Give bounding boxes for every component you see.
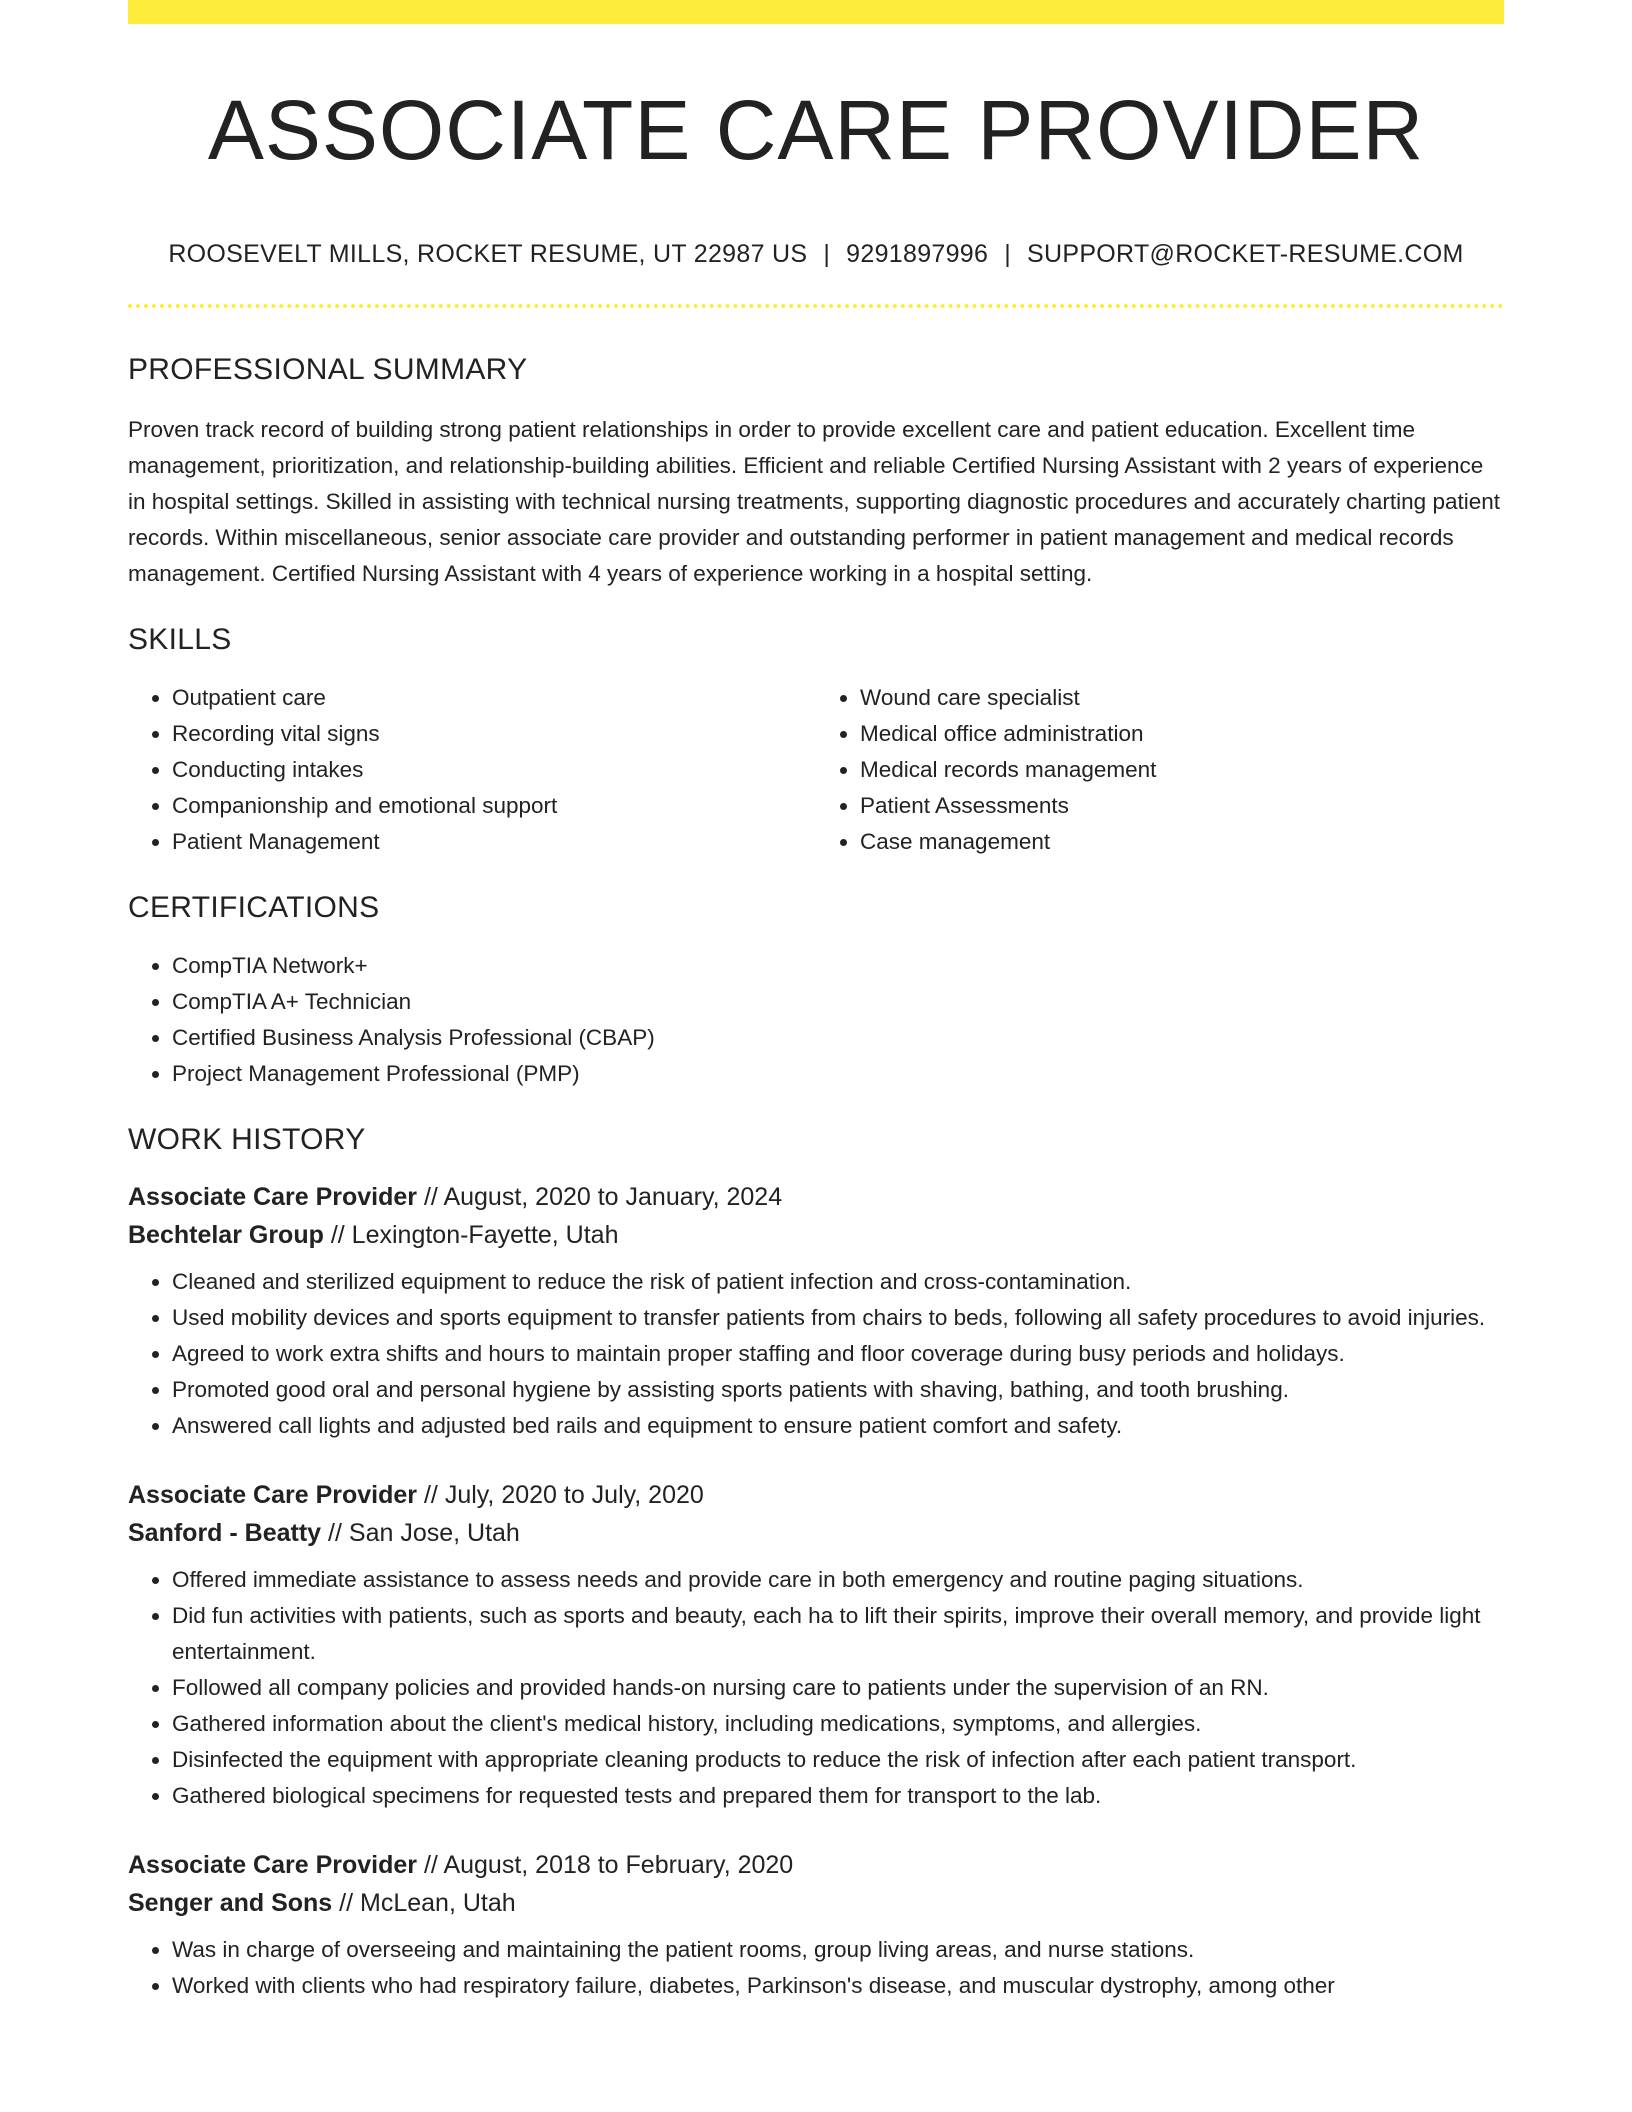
work-history-heading: WORK HISTORY (128, 1123, 366, 1156)
job-dates: August, 2018 to February, 2020 (443, 1851, 794, 1879)
job-entry (128, 1178, 1504, 1444)
job-bullet: • Followed all company policies and provided hands-on nursing care to patients under the supervision of an RN. (172, 1670, 1504, 1706)
skill-item: • Case management (860, 824, 1504, 860)
certifications-list (128, 948, 1504, 1092)
job-title: Associate Care Provider (128, 1183, 418, 1211)
contact-address: ROOSEVELT MILLS, ROCKET RESUME, UT 22987 US (168, 240, 808, 268)
resume-content (128, 0, 1504, 2004)
job-bullet: • Offered immediate assistance to assess needs and provide care in both emergency and routine paging situations. (172, 1562, 1504, 1598)
summary-text: Proven track record of building strong patient relationships in order to provide excellent care and patient education. Excellent time management, prioritization, and relationship-building abilities. Efficient and reliable Certified Nursing Assistant with 2 years of experience in hospital settings. Skilled in assisting with technical nursing treatments, supporting diagnostic procedures and accurately charting patient records. Within miscellaneous, senior associate care provider and outstanding performer in patient management and medical records management. Certified Nursing Assistant with 4 years of experience working in a hospital setting. (128, 417, 1501, 586)
skill-item: • Wound care specialist (860, 680, 1504, 716)
job-title-line (128, 1846, 1504, 1884)
skill-item: • Recording vital signs (172, 716, 816, 752)
skill-item: • Medical office administration (860, 716, 1504, 752)
contact-email: SUPPORT@ROCKET-RESUME.COM (1027, 240, 1464, 268)
job-bullet: • Disinfected the equipment with appropriate cleaning products to reduce the risk of infection after each patient transport. (172, 1742, 1504, 1778)
job-company: Sanford - Beatty (128, 1519, 322, 1547)
job-separator: // (417, 1481, 445, 1509)
job-separator: // (321, 1519, 349, 1547)
job-location: San Jose, Utah (348, 1519, 520, 1547)
certification-item: • Certified Business Analysis Professional (CBAP) (172, 1020, 1504, 1056)
job-title-line (128, 1476, 1504, 1514)
job-company: Bechtelar Group (128, 1221, 324, 1249)
job-dates: July, 2020 to July, 2020 (444, 1481, 704, 1509)
skills-heading: SKILLS (128, 623, 232, 656)
skill-item: • Patient Assessments (860, 788, 1504, 824)
job-separator: // (417, 1183, 444, 1211)
job-company-line (128, 1884, 1504, 1922)
job-title: Associate Care Provider (128, 1851, 418, 1879)
certification-item: • CompTIA A+ Technician (172, 984, 1504, 1020)
dotted-divider (128, 304, 1504, 308)
certification-item: • Project Management Professional (PMP) (172, 1056, 1504, 1092)
job-bullet: • Agreed to work extra shifts and hours to maintain proper staffing and floor coverage during busy periods and holidays. (172, 1336, 1504, 1372)
contact-separator: | (1004, 240, 1012, 268)
skills-list-left (128, 680, 816, 860)
job-location: Lexington-Fayette, Utah (351, 1221, 619, 1249)
job-bullet: • Was in charge of overseeing and maintaining the patient rooms, group living areas, and nurse stations. (172, 1932, 1504, 1968)
job-separator: // (332, 1889, 361, 1917)
summary-heading: PROFESSIONAL SUMMARY (128, 353, 528, 386)
job-title-line (128, 1178, 1504, 1216)
skills-columns (128, 680, 1504, 860)
job-company-line (128, 1514, 1504, 1552)
job-bullet: • Gathered biological specimens for requested tests and prepared them for transport to the lab. (172, 1778, 1504, 1814)
job-separator: // (417, 1851, 444, 1879)
job-dates: August, 2020 to January, 2024 (443, 1183, 783, 1211)
certification-item: • CompTIA Network+ (172, 948, 1504, 984)
job-bullets (128, 1932, 1504, 2004)
job-bullet: • Gathered information about the client's medical history, including medications, symptoms, and allergies. (172, 1706, 1504, 1742)
job-entry (128, 1846, 1504, 2004)
skill-item: • Conducting intakes (172, 752, 816, 788)
job-bullet: • Promoted good oral and personal hygiene by assisting sports patients with shaving, bathing, and tooth brushing. (172, 1372, 1504, 1408)
job-entry (128, 1476, 1504, 1814)
job-separator: // (323, 1221, 352, 1249)
job-company: Senger and Sons (128, 1889, 333, 1917)
skill-item: • Patient Management (172, 824, 816, 860)
job-bullets (128, 1264, 1504, 1444)
contact-phone: 9291897996 (846, 240, 989, 268)
job-bullet: • Did fun activities with patients, such as sports and beauty, each ha to lift their spirits, improve their overall memory, and provide light entertainment. (172, 1598, 1504, 1670)
skill-item: • Medical records management (860, 752, 1504, 788)
job-company-line (128, 1216, 1504, 1254)
resume-title: ASSOCIATE CARE PROVIDER (207, 83, 1425, 177)
job-bullet: • Cleaned and sterilized equipment to reduce the risk of patient infection and cross-contamination. (172, 1264, 1504, 1300)
job-title: Associate Care Provider (128, 1481, 418, 1509)
job-bullet: • Worked with clients who had respiratory failure, diabetes, Parkinson's disease, and muscular dystrophy, among other (172, 1968, 1504, 2004)
job-bullet: • Answered call lights and adjusted bed rails and equipment to ensure patient comfort and safety. (172, 1408, 1504, 1444)
skill-item: • Companionship and emotional support (172, 788, 816, 824)
contact-separator: | (823, 240, 831, 268)
skills-list-right (816, 680, 1504, 860)
contact-line (128, 238, 1504, 270)
job-location: McLean, Utah (360, 1889, 516, 1917)
certifications-heading: CERTIFICATIONS (128, 891, 380, 924)
job-bullet: • Used mobility devices and sports equipment to transfer patients from chairs to beds, following all safety procedures to avoid injuries. (172, 1300, 1504, 1336)
skill-item: • Outpatient care (172, 680, 816, 716)
job-bullets (128, 1562, 1504, 1814)
